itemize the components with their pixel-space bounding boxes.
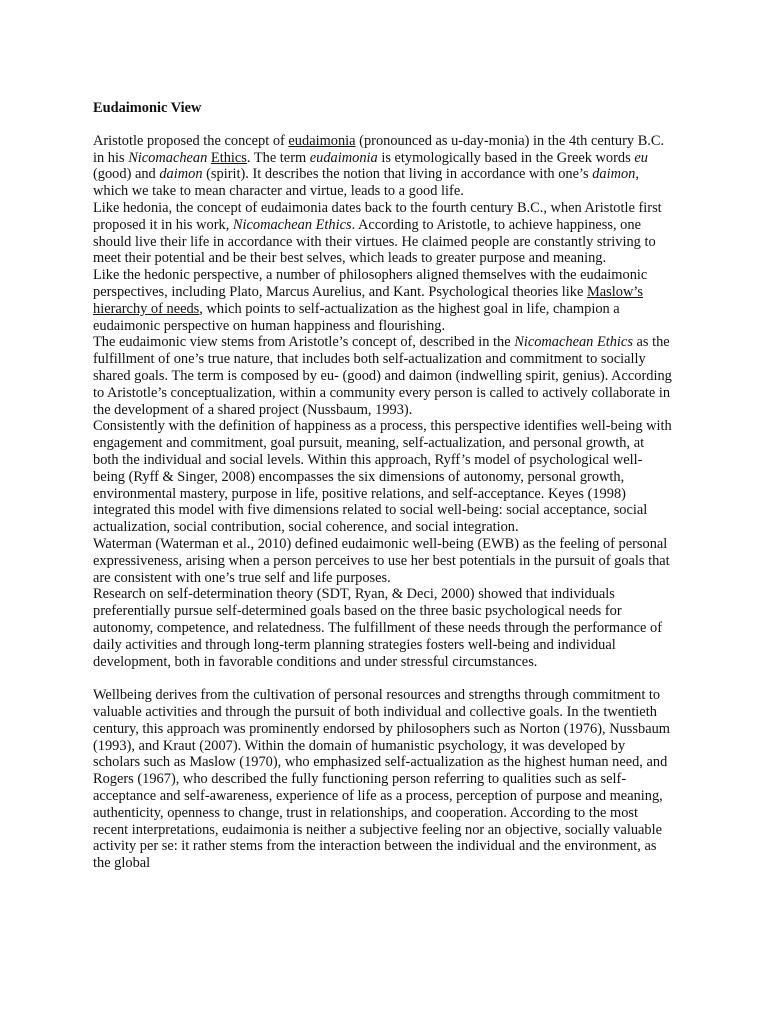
italic-run: eudaimonia <box>309 149 378 166</box>
italic-run: eu <box>634 149 648 166</box>
text-run: Aristotle proposed the concept of <box>93 132 289 149</box>
paragraph-sdt: Research on self-determination theory (SDT, Ryan, & Deci, 2000) showed that individuals preferentially pursue self-determined goals based on the three basic psychological needs for autonomy, competence, and relatedness. The fulfillment of these needs through the performance of daily activities and through long-term planning strategies fosters well-being and individual development, both in favorable conditions and under stressful circumstances. <box>93 586 663 670</box>
paragraph-ryff-model: Consistently with the definition of happiness as a process, this perspective identifies well-being with engagement and commitment, goal pursuit, meaning, self-actualization, and personal growth, at both the individual and social levels. Within this approach, Ryff’s model of psychological well-being (Ryff & Singer, 2008) encompasses the six dimensions of autonomy, personal growth, environmental mastery, purpose in life, positive relations, and self-acceptance. Keyes (1998) integrated this model with five dimensions related to social well-being: social acceptance, social actualization, social contribution, social coherence, and social integration. <box>93 418 672 536</box>
paragraph-wellbeing: Wellbeing derives from the cultivation of personal resources and strengths through commitment to valuable activities and through the pursuit of both individual and collective goals. In the twentieth century, this approach was prominently endorsed by philosophers such as Norton (1976), Nussbaum (1993), and Kraut (2007). Within the domain of humanistic psychology, it was developed by scholars such as Maslow (1970), who emphasized self-actualization as the highest human need, and Rogers (1967), who described the fully functioning person referring to qualities such as self-acceptance and self-awareness, experience of life as a process, perception of purpose and meaning, authenticity, openness to change, trust in relationships, and cooperation. According to the most recent interpretations, eudaimonia is neither a subjective feeling nor an objective, socially valuable activity per se: it rather stems from the interaction between the individual and the environment, as the global <box>93 687 670 872</box>
text-run: is etymologically based in the Greek words <box>377 149 635 166</box>
paragraph-hedonia-comparison <box>93 200 673 267</box>
italic-run: daimon <box>159 166 203 183</box>
text-run: . According to Aristotle, to achieve happiness, one should live their life in accordance with their virtues. He claimed people are constantly striving to meet their potential and be their best selves, which leads to greater purpose and meaning. <box>93 216 656 267</box>
text-run: . The term <box>246 149 310 166</box>
text-run: as the fulfillment of one’s true nature, that includes both self-actualization and commitment to socially shared goals. The term is composed by eu- (good) and daimon (indwelling spirit, genius). According to Aristotle’s conceptualization, within a community every person is called to actively collaborate in the development of a shared project (Nussbaum, 1993). <box>93 334 672 418</box>
paragraph-aristotle-eudaimonia <box>93 133 673 200</box>
paragraph-waterman: Waterman (Waterman et al., 2010) defined eudaimonic well-being (EWB) as the feeling of personal expressiveness, arising when a person perceives to use her best potentials in the pursuit of goals that are consistent with one’s true self and life purposes. <box>93 535 670 586</box>
text-run: Like hedonia, the concept of eudaimonia dates back to the fourth century B.C., when Aristotle first proposed it in his work, <box>93 199 662 233</box>
text-run: The eudaimonic view stems from Aristotle’s concept of, described in the <box>93 334 515 351</box>
text-run: , which we take to mean character and virtue, leads to a good life. <box>93 166 639 200</box>
text-run: , which points to self-actualization as the highest goal in life, champion a eudaimonic perspective on human happiness and flourishing. <box>93 300 620 334</box>
paragraph-philosophers <box>93 267 673 334</box>
italic-run: Nicomachean Ethics <box>232 216 352 233</box>
ethics-link[interactable]: Ethics <box>210 149 247 166</box>
section-title: Eudaimonic View <box>93 100 202 116</box>
paragraph-gap <box>93 670 673 687</box>
maslow-hierarchy-link[interactable]: Maslow’s hierarchy of needs <box>93 283 643 317</box>
text-run: (good) and <box>93 166 160 183</box>
italic-run: Nicomachean <box>128 149 211 166</box>
text-run: Like the hedonic perspective, a number of philosophers aligned themselves with the eudaimonic perspectives, including Plato, Marcus Aurelius, and Kant. Psychological theories like <box>93 267 648 300</box>
eudaimonia-link[interactable]: eudaimonia <box>288 132 356 149</box>
document-content <box>93 100 673 872</box>
paragraph-eudaimonic-view <box>93 334 673 418</box>
text-run: (spirit). It describes the notion that living in accordance with one’s <box>202 166 593 183</box>
italic-run: daimon <box>592 166 636 183</box>
italic-run: Nicomachean Ethics <box>514 334 633 351</box>
text-run: (pronounced as u-day-monia) in the 4th century B.C. in his <box>93 132 665 166</box>
